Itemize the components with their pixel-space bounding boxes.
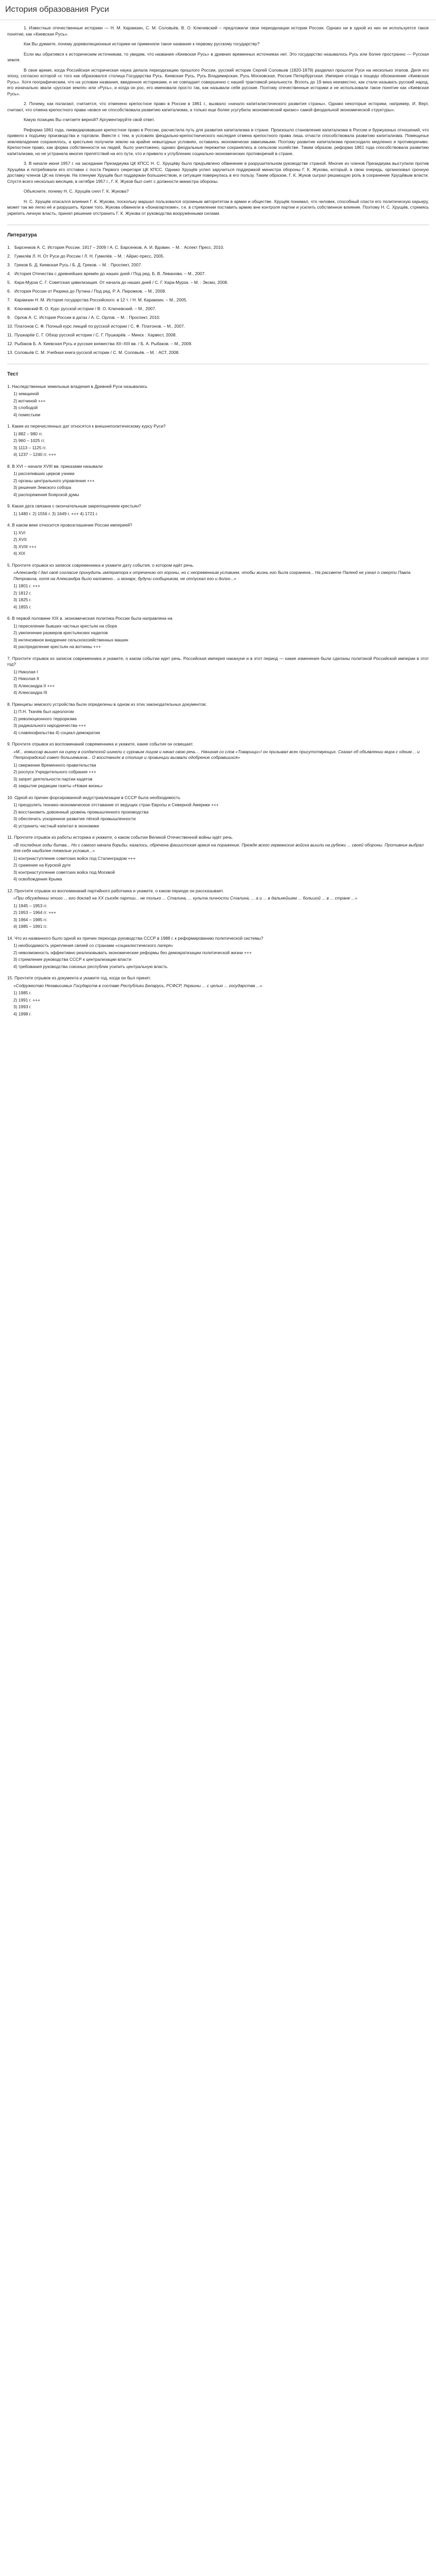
test-question	[7, 936, 429, 970]
question-text: 10. Одной из причин форсированной индустриализации в СССР была необходимость	[7, 794, 181, 800]
answer-option: 3) обеспечить ускоренное развитие лёгкой промышленности	[13, 816, 136, 821]
answer-option: 4) поместьем	[13, 412, 41, 417]
intro-section	[7, 25, 429, 216]
question-text: 4. В каком веке относится провозглашение России империей?	[7, 522, 132, 528]
test-question	[7, 616, 429, 650]
reference-text: Ключевский В. О. Курс русской истории / В. О. Ключевский. – М., 2007.	[14, 306, 156, 311]
answer-option: 1) необходимость укрепления связей со странами «социалистического лагеря»	[13, 943, 173, 948]
question-quote: «При обсуждении этого ... его доклад на XX съезде партии... не только ... Сталина, ... культа личности Сталина, ... а и ... в дальнейшем ... большой ... в ... стране ...»	[13, 895, 358, 901]
reference-item	[7, 280, 429, 286]
references-section	[7, 232, 429, 355]
question-text: 6. В первой половине XIX в. экономическая политика России была направлена на	[7, 616, 172, 621]
reference-item	[7, 289, 429, 295]
page-title: История образования Руси	[5, 5, 109, 14]
answer-option: 3) 1113 – 1125 гг.	[13, 445, 47, 450]
intro-paragraph: Если мы обратимся к историческим источникам, то увидим, что названия «Киевская Русь» в древних временных источниках нет. Это государство называлось Русь или более пространно — Русская земля.	[7, 51, 429, 62]
answer-option: 1) 1985 г.	[13, 990, 32, 995]
reference-item	[7, 306, 429, 312]
question-text: 12. Прочтите отрывок из воспоминаний партийного работника и укажите, о каком периоде он рассказывает.	[7, 888, 224, 893]
test-question	[7, 384, 429, 418]
test-question	[7, 702, 429, 736]
test-question	[7, 563, 429, 611]
answer-option: 4) устранить частный капитал в экономике	[13, 823, 99, 828]
reference-number: 10.	[7, 323, 13, 329]
reference-text: История Отечества с древнейших времён до наших дней / Под ред. Б. В. Леванова. – М., 2007.	[14, 270, 206, 276]
answer-option: 1) земщиной	[13, 391, 39, 396]
reference-number: 1.	[7, 244, 11, 250]
answer-option: 1) 882 – 980 гг.	[13, 431, 43, 436]
answer-option: 4) 1998 г.	[13, 1011, 32, 1016]
answer-option: 3) Александра II +++	[13, 683, 55, 688]
reference-item	[7, 297, 429, 303]
reference-text: Кара-Мурза С. Г. Советская цивилизация. От начала до наших дней / С. Г. Кара-Мурза. – М. : Эксмо, 2008.	[14, 279, 229, 285]
answer-option: 3) радикального народничества +++	[13, 723, 86, 728]
title-bar	[0, 0, 436, 20]
answer-option: 2) органы центрального управления +++	[13, 478, 95, 483]
answer-option: 4) распределение крестьян на вотчины +++	[13, 644, 101, 649]
answer-option: 1) 1480 г. 2) 1556 г. 3) 1649 г. +++ 4) 1721 г.	[13, 511, 98, 516]
answer-option: 3) 1964 – 1985 гг.	[13, 917, 48, 922]
question-text: 9. Прочтите отрывок из воспоминаний современника и укажите, какие события он освещает.	[7, 741, 194, 747]
answer-option: 4) требования руководства союзных республик усилить центральную власть	[13, 963, 168, 969]
answer-option: 4) 1237 – 1240 гг. +++	[13, 452, 57, 457]
reference-text: Рыбаков Б. А. Киевская Русь и русские княжества XII–XIII вв. / Б. А. Рыбаков. – М., 2009.	[14, 341, 193, 346]
answer-option: 4) распоряжения Боярской думы	[13, 492, 79, 497]
question-text: 9. Какая дата связана с окончательным закрепощением крестьян?	[7, 503, 141, 509]
reference-text: Пушкарёв С. Г. Обзор русской истории / С. Г. Пушкарёв. – Минск : Харвест, 2008.	[14, 332, 177, 337]
reference-number: 3.	[7, 262, 11, 267]
answer-option: 3) 1993 г.	[13, 1004, 32, 1009]
test-question	[7, 975, 429, 1017]
test-question	[7, 656, 429, 696]
reference-text: Соловьёв С. М. Учебная книга русской истории / С. М. Соловьёв. – М. : АСТ, 2008.	[14, 349, 180, 355]
question-text: 5. Прочтите отрывок из записок современника и укажите дату события, о котором идёт речь.	[7, 562, 194, 568]
test-question	[7, 423, 429, 458]
reference-number: 13.	[7, 349, 13, 355]
test-question	[7, 464, 429, 498]
question-quote: «Александр I дал своё согласие принудить императора к отречению от короны, но с непременным условием, чтобы жизнь его была сохранена... На рассвете Паленд не узнал о смерти Павла Петровича, хотя на Александра было наложено... и монарх, будучи сообщником, не отпускал его и долго...»	[13, 570, 411, 581]
intro-paragraph: Какую позицию Вы считаете верной? Аргументируйте свой ответ.	[24, 117, 155, 122]
intro-paragraph: 2. Почему, как полагают, считается, что отменено крепостное право в России в 1861 г., вызвало «начало капиталистического развития страны». Однако некоторые историки, например, И. Верт, считают, что отмена крепостного права «вовсе не способствовала развитию капитализма, а только еще более усугубила экономический кризис» самой феодальной экономической структуры».	[7, 101, 429, 112]
references-list	[7, 245, 429, 356]
reference-number: 12.	[7, 341, 13, 346]
question-text: 8. Принципы земского устройства были определены в одном из этих законодательных документов:	[7, 701, 207, 707]
answer-option: 2) XVII	[13, 537, 27, 542]
question-text: 11. Прочтите отрывок из работы историка и укажите, о каком событии Великой Отечественной войны идёт речь.	[7, 835, 234, 840]
test-section	[7, 371, 429, 1017]
answer-option: 1) преодолеть технико-экономическое отставание от ведущих стран Европы и Северной Америки +++	[13, 802, 219, 807]
intro-paragraph: Н. С. Хрущёв опасался влияния Г. К. Жукова, поскольку маршал пользовался огромным авторитетом в армии и обществе. Хрущёв понимал, что человек, способный спасти его политическую карьеру, может так же легко её и разрушить. Кроме того, Жукова обвиняли в «бонапартизме», т.е. в стремлении поставить армию вне контроля партии и усилить собственное влияние. Поэтому Н. С. Хрущёв, стремясь укрепить личную власть, принял решение отстранить Г. К. Жукова от руководства вооружёнными силами.	[7, 198, 429, 216]
question-quote: «М... комиссар вышел на сцену в солдатской шинели с суровым лицом и начал свою речь… Начиная со слов «Товарищи»! он призывал всех присутствующих. Сказал об объявлении мира с одним… и Петроградский совет большевиков... О восстаниях в столице и провинции вызвали одобрение собравшихся»	[13, 749, 420, 760]
reference-item	[7, 350, 429, 356]
question-text: 1. Наследственные земельные владения в Древней Руси назывались	[7, 383, 148, 389]
test-title: Тест	[7, 371, 19, 377]
answer-option: 3) интенсивное внедрение сельскохозяйственных машин	[13, 637, 129, 642]
question-quote: «Содружество Независимых Государств в составе Республики Беларусь, РСФСР, Украины ... с целью ... государства ...»	[13, 982, 263, 988]
answer-option: 2) сражение на Курской дуге	[13, 862, 71, 868]
answer-option: 2) 1953 – 1964 гг. +++	[13, 910, 57, 915]
question-text: 15. Прочтите отрывок из документа и укажите год, когда он был принят.	[7, 975, 151, 980]
reference-item	[7, 324, 429, 330]
answer-option: 1) П.Н. Ткачёв был идеологом	[13, 709, 74, 714]
test-question	[7, 522, 429, 557]
reference-item	[7, 245, 429, 251]
reference-item	[7, 341, 429, 347]
answer-option: 3) XVIII +++	[13, 544, 37, 549]
answer-option: 1) контрнаступление советских войск под Сталинградом +++	[13, 855, 136, 861]
answer-option: 4) XIX	[13, 551, 26, 556]
intro-paragraph: Объясните, почему Н. С. Хрущёв снял Г. К. Жукова?	[24, 189, 129, 194]
reference-text: Гумилёв Л. Н. От Руси до России / Л. Н. Гумилёв. – М. : Айрис-пресс, 2005.	[14, 253, 165, 259]
test-question	[7, 503, 429, 517]
intro-paragraph: Реформа 1861 года, ликвидировавшая крепостное право в России, расчистила путь для развития капитализма в стране. Произошло становление капитализма в России и буржуазных отношений, что привело к подъему производства и торговли. Вместе с тем, в условиях феодально-крепостнического наследия отмена крепостного права лишь отчасти способствовала развитию капитализма. Помещичье землевладение сохранялось, а крестьяне получили землю на крайне невыгодных условиях, оставаясь экономически зависимыми. Поэтому развитие капитализма происходило медленно и противоречиво. Крепостное право, как форма собственности на людей, было уничтожено, однако феодальные пережитки сохранялись в сельском хозяйстве. Таким образом, реформа 1861 года способствовала развитию капитализма, но не устранила многих препятствий на его пути, что и привело к углублению социально-экономических противоречий в стране.	[7, 127, 429, 156]
test-question	[7, 741, 429, 789]
reference-text: Платонов С. Ф. Полный курс лекций по русской истории / С. Ф. Платонов. – М., 2007.	[14, 323, 185, 329]
questions-list	[7, 384, 429, 1018]
answer-option: 2) восстановить довоенный уровень промышленного производства	[13, 809, 149, 815]
answer-option: 1) Николая I	[13, 669, 38, 674]
answer-option: 4) славянофильства 4) социал-демократии	[13, 730, 100, 735]
reference-text: История России от Рюрика до Путина / Под ред. Р. А. Пирожков. – М., 2008.	[14, 288, 166, 294]
intro-paragraph: В свое время, когда Российская историческая наука делала периодизацию прошлого России, русский историк Сергей Соловьев (1820-1879) разделил прошлое Руси на несколько этапов. Деля его эпоху, согласно которой «с того как образовался столица Государства Русь. Киевская Русь, Русь Владимирская, Русь Московская, Россия Петербургская. Империя отхода к пощедо обозначение «Киевская Русь». Хотя географическим, что на условии названия, введенное историками, и не совпадает совершенно с нашей трактовкой реальности. Вплоть до 19 века неизвестно, как стали называть русский народ, его изначально звали «русская земля» или «Русь», и когда он рос, его именовали просто так, как называли себя русские. Поэтому отечественные историки и не использовали такое понятие как «Киевская Русь».	[7, 67, 429, 96]
reference-text: Греков Б. Д. Киевская Русь / Б. Д. Греков. – М. : Проспект, 2007.	[14, 262, 143, 267]
answer-option: 2) 1812 г.	[13, 590, 32, 596]
reference-number: 8.	[7, 306, 11, 311]
reference-item	[7, 253, 429, 260]
reference-number: 6.	[7, 288, 11, 294]
answer-option: 3) решения Земского собора	[13, 485, 72, 490]
answer-option: 1) 1945 – 1953 гг.	[13, 903, 48, 908]
answer-option: 4) закрытие редакции газеты «Новая жизнь»	[13, 783, 103, 788]
reference-text: Карамзин Н. М. История государства Российского: в 12 т. / Н. М. Карамзин. – М., 2005.	[14, 297, 187, 302]
reference-number: 11.	[7, 332, 13, 337]
intro-paragraph: Как Вы думаете, почему дореволюционные историки не применяли такое название к первому русскому государству?	[24, 41, 260, 46]
intro-paragraph: 3. В начале июня 1957 г. на заседании Президиума ЦК КПСС Н. С. Хрущёву было предъявлено обвинение в разрушительном руководстве страной. Многие из членов Президиума выступили против Хрущёва и потребовали его отставки с поста Первого секретаря ЦК КПСС. Однако Хрущёв успел заручиться поддержкой министра обороны Г. К. Жукова, который, в свою очередь, организовал срочную доставку членов ЦК на пленум. На пленуме Хрущёв был поддержан большинством, и ситуация повернулась в его пользу. Таким образом, Г. К. Жуков сыграл решающую роль в сохранении Хрущёвым власти. Спустя всего несколько месяцев, в октябре 1957 г., Г. К. Жуков был снят с должности министра обороны.	[7, 161, 429, 184]
answer-option: 2) невозможность эффективно реализовывать экономические реформы без демократизации политической жизни +++	[13, 950, 252, 955]
answer-option: 1) переселение бывших частных крестьян на сборе	[13, 623, 117, 629]
references-title: Литература	[7, 232, 37, 238]
question-quote: «В последние годы битва... Но с самого начала борьбы, казалось, обречена фашистская армия на поражение. Прежде всего германские войска вышли на рубежи ... своей обороны. Противник выбрал для себя наиболее тяжелые условия...»	[13, 842, 424, 853]
test-question	[7, 835, 429, 883]
test-question	[7, 795, 429, 829]
reference-item	[7, 332, 429, 338]
answer-option: 2) Николая II	[13, 676, 39, 681]
reference-item	[7, 262, 429, 268]
reference-number: 2.	[7, 253, 11, 259]
answer-option: 3) контрнаступление советских войск под Москвой	[13, 869, 115, 875]
answer-option: 3) слободой	[13, 405, 38, 410]
answer-option: 3) стремление руководства СССР к централизации власти	[13, 957, 132, 962]
reference-item	[7, 271, 429, 277]
reference-number: 5.	[7, 279, 11, 285]
answer-option: 4) Александра III	[13, 690, 47, 695]
answer-option: 2) революционного терроризма	[13, 716, 77, 721]
question-text: 14. Что из названного было одной из причин перехода руководства СССР в 1988 г. к реформированию политической системы?	[7, 935, 264, 941]
answer-option: 1) свержение Временного правительства	[13, 762, 96, 768]
question-text: 7. Прочтите отрывок из записок современника и укажите, о каком событии идет речь. Российская империя накануне и в этот период — какие изменения были сделаны политикой Российской империи в этот год?	[7, 655, 429, 667]
answer-option: 4) освобождение Крыма	[13, 876, 62, 882]
question-text: 8. В XVI – начале XVIII вв. приказами называли	[7, 463, 103, 469]
answer-option: 2) 960 – 1025 гг.	[13, 438, 45, 443]
intro-paragraph: 1. Известные отечественные историки — Н. М. Карамзин, С. М. Соловьёв, В. О. Ключевский – предложили свои периодизации истории России. Однако ни в одной из них не используется такое понятие, как «Киевская Русь».	[7, 25, 429, 37]
reference-number: 7.	[7, 297, 11, 302]
answer-option: 1) XVI	[13, 530, 26, 535]
answer-option: 3) запрет деятельности партии кадетов	[13, 776, 93, 782]
answer-option: 1) 1801 г. +++	[13, 583, 41, 588]
answer-option: 4) 1855 г.	[13, 604, 32, 609]
answer-option: 2) 1991 г. +++	[13, 997, 41, 1003]
reference-item	[7, 315, 429, 321]
answer-option: 2) увеличение размеров крестьянских наделов	[13, 630, 108, 635]
reference-text: Барсенков А. С. История России. 1917 – 2009 / А. С. Барсенков, А. И. Вдовин. – М. : Аспект Пресс, 2010.	[14, 244, 224, 250]
answer-option: 4) 1985 – 1991 гг.	[13, 924, 48, 929]
content	[0, 20, 436, 1017]
reference-number: 4.	[7, 270, 11, 276]
test-question	[7, 888, 429, 930]
reference-text: Орлов А. С. История России в датах / А. С. Орлов. – М. : Проспект, 2010.	[14, 314, 161, 320]
answer-option: 1) расселивших церков узники	[13, 471, 75, 476]
answer-option: 2) вотчиной +++	[13, 398, 46, 403]
answer-option: 2) роспуск Учредительного собрания +++	[13, 769, 96, 774]
reference-number: 9.	[7, 314, 11, 320]
answer-option: 3) 1825 г.	[13, 597, 32, 602]
question-text: 1. Какие из перечисленных дат относятся к внешнеполитическому курсу Руси?	[7, 423, 166, 429]
